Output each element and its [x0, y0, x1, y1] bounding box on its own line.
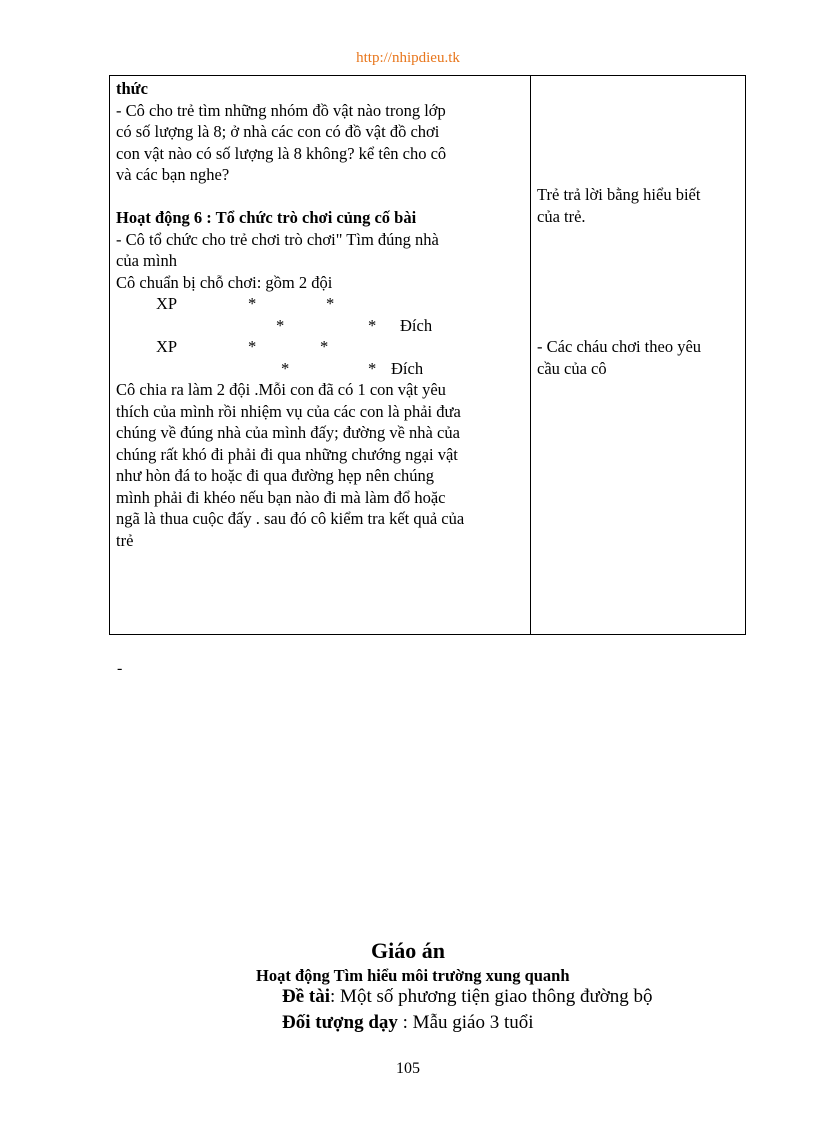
finish-label: Đích	[391, 358, 424, 378]
lesson-plan-activity: Hoạt động Tìm hiểu môi trường xung quanh	[256, 966, 570, 985]
finish-label: Đích	[400, 315, 433, 335]
text-line: chúng về đúng nhà của mình đấy; đường về nhà của	[116, 423, 460, 442]
start-label: XP	[156, 294, 178, 313]
text-line: như hòn đá to hoặc đi qua đường hẹp nên chúng	[116, 466, 435, 485]
star-marker: *	[281, 358, 290, 378]
text-line: thức	[116, 79, 148, 98]
game-row-team2-start	[116, 336, 526, 358]
text-line: thích của mình rồi nhiệm vụ của các con là phải đưa	[116, 401, 461, 421]
game-row-team1-finish	[116, 315, 526, 337]
start-label: XP	[156, 337, 178, 356]
lesson-plan-title: Giáo án	[371, 938, 445, 963]
child-answer-note	[537, 184, 742, 227]
dash-note: -	[117, 660, 123, 677]
audience-label: Đối tượng dạy	[282, 1012, 398, 1033]
text-line: - Cô tổ chức cho trẻ chơi trò chơi" Tìm đúng nhà	[116, 229, 439, 249]
star-marker: *	[368, 315, 377, 335]
topic-label: Đề tài	[282, 986, 331, 1007]
game-row-team1-start	[116, 293, 526, 315]
text-line: - Cô cho trẻ tìm những nhóm đồ vật nào trong lớp	[116, 100, 446, 120]
page-number: 105	[396, 1060, 420, 1077]
child-play-note	[537, 336, 742, 379]
header-link[interactable]: http://nhipdieu.tk	[356, 50, 460, 66]
lesson-plan-audience	[282, 1012, 534, 1034]
column-divider	[530, 76, 531, 634]
star-marker: *	[248, 337, 257, 356]
text-line: trẻ	[116, 530, 134, 550]
text-line: chúng rất khó đi phải đi qua những chướng ngại vật	[116, 444, 458, 464]
star-marker: *	[276, 315, 285, 335]
text-line: mình phải đi khéo nếu bạn nào đi mà làm đổ hoặc	[116, 487, 446, 507]
text-line: của trẻ.	[537, 206, 586, 226]
text-line: của mình	[116, 251, 177, 270]
teacher-activities-column	[116, 78, 526, 551]
audience-value: : Mẫu giáo 3 tuổi	[397, 1012, 534, 1033]
text-line: cầu của cô	[537, 358, 607, 378]
text-line: ngã là thua cuộc đấy . sau đó cô kiểm tra kết quả của	[116, 509, 465, 528]
star-marker: *	[320, 337, 329, 356]
text-line: có số lượng là 8; ở nhà các con có đồ vật đồ chơi	[116, 122, 440, 141]
text-line: Cô chia ra làm 2 đội .Mỗi con đã có 1 con vật yêu	[116, 380, 446, 399]
star-marker: *	[326, 294, 335, 313]
text-line: Trẻ trả lời bằng hiểu biết	[537, 185, 701, 204]
text-line: Cô chuẩn bị chỗ chơi: gồm 2 đội	[116, 272, 333, 292]
activity-6-heading: Hoạt động 6 : Tổ chức trò chơi củng cố bài	[116, 208, 417, 227]
star-marker: *	[248, 294, 257, 313]
game-row-team2-finish	[116, 358, 526, 380]
lesson-plan-topic	[282, 986, 653, 1008]
text-line: - Các cháu chơi theo yêu	[537, 337, 702, 356]
lesson-table	[109, 75, 746, 635]
star-marker: *	[368, 358, 377, 378]
topic-value: : Một số phương tiện giao thông đường bộ	[330, 986, 653, 1007]
text-line: con vật nào có số lượng là 8 không? kể tên cho cô	[116, 143, 447, 163]
text-line: và các bạn nghe?	[116, 165, 230, 184]
